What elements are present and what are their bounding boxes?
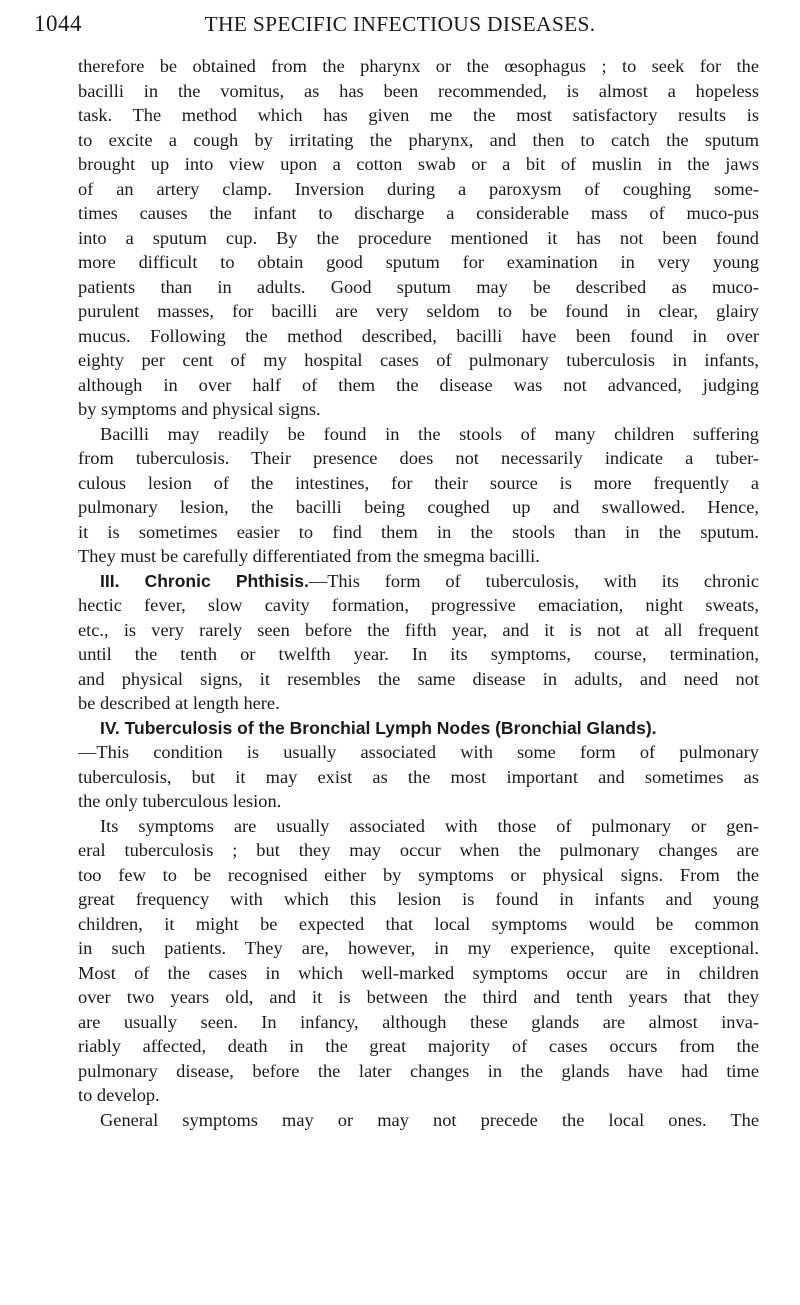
paragraph: [78, 814, 759, 1108]
text-line: eral tuberculosis ; but they may occur when the pulmonary changes are: [78, 840, 759, 860]
text-line: brought up into view upon a cotton swab or a bit of muslin in the jaws: [78, 154, 759, 174]
text-line: eighty per cent of my hospital cases of pulmonary tuberculosis in infants,: [78, 350, 759, 370]
text-line: are usually seen. In infancy, although these glands are almost inva-: [78, 1011, 759, 1032]
text-line: although in over half of them the disease was not advanced, judging: [78, 374, 759, 395]
text-line: and physical signs, it resembles the same disease in adults, and need not: [78, 668, 759, 689]
text-line: patients than in adults. Good sputum may be described as muco-: [78, 276, 759, 297]
running-head: THE SPECIFIC INFECTIOUS DISEASES.: [204, 12, 596, 36]
page-number: 1044: [34, 11, 82, 36]
section-chronic-phthisis: [78, 569, 759, 716]
text-line: in such patients. They are, however, in my experience, quite exceptional.: [78, 938, 759, 958]
text-line: Its symptoms are usually associated with those of pulmonary or gen-: [100, 815, 759, 836]
text-line: be described at length here.: [78, 693, 280, 713]
text-line: task. The method which has given me the most satisfactory results is: [78, 105, 759, 125]
text-line: culous lesion of the intestines, for their source is more frequently a: [78, 472, 759, 493]
text-run: —This form of tuberculosis, with its chronic: [308, 570, 759, 591]
text-line: by symptoms and physical signs.: [78, 399, 321, 419]
text-line: the only tuberculous lesion.: [78, 791, 282, 811]
text-line: to develop.: [78, 1085, 160, 1105]
text-line: tuberculosis, but it may exist as the most important and sometimes as: [78, 766, 759, 787]
text-line: great frequency with which this lesion is found in infants and young: [78, 889, 759, 909]
body-text: [78, 54, 759, 1132]
page-header: [34, 4, 766, 44]
text-line: Bacilli may readily be found in the stools of many children suffering: [100, 423, 759, 444]
text-line: etc., is very rarely seen before the fifth year, and it is not at all frequent: [78, 619, 759, 640]
section-heading: III. Chronic Phthisis.: [100, 570, 309, 591]
text-line: over two years old, and it is between the third and tenth years that they: [78, 987, 759, 1007]
text-line: children, it might be expected that local symptoms would be common: [78, 913, 759, 934]
text-line: until the tenth or twelfth year. In its symptoms, course, termination,: [78, 644, 759, 664]
text-line: it is sometimes easier to find them in the stools than in the sputum.: [78, 521, 759, 542]
text-line: pulmonary disease, before the later changes in the glands have had time: [78, 1060, 759, 1081]
text-line: riably affected, death in the great majority of cases occurs from the: [78, 1036, 759, 1056]
text-line: Most of the cases in which well-marked symptoms occur are in children: [78, 962, 759, 983]
text-line: from tuberculosis. Their presence does not necessarily indicate a tuber-: [78, 448, 759, 468]
text-line: times causes the infant to discharge a considerable mass of muco-pus: [78, 203, 759, 223]
text-line: They must be carefully differentiated from the smegma bacilli.: [78, 546, 540, 566]
paragraph: [78, 422, 759, 569]
text-line: more difficult to obtain good sputum for examination in very young: [78, 252, 759, 272]
text-line: [78, 569, 759, 594]
text-line: to excite a cough by irritating the pharynx, and then to catch the sputum: [78, 129, 759, 150]
text-line: into a sputum cup. By the procedure mentioned it has not been found: [78, 227, 759, 248]
text-line: pulmonary lesion, the bacilli being coughed up and swallowed. Hence,: [78, 497, 759, 517]
text-line: General symptoms may or may not precede the local ones. The: [100, 1109, 759, 1130]
text-line: therefore be obtained from the pharynx or the œsophagus ; to seek for the: [78, 56, 759, 76]
paragraph: [78, 1108, 759, 1133]
text-line: too few to be recognised either by symptoms or physical signs. From the: [78, 864, 759, 885]
text-line: [78, 716, 759, 741]
section-heading: IV. Tuberculosis of the Bronchial Lymph Nodes (Bronchial Glands).: [100, 717, 657, 738]
text-line: of an artery clamp. Inversion during a paroxysm of coughing some-: [78, 178, 759, 199]
text-line: hectic fever, slow cavity formation, progressive emaciation, night sweats,: [78, 595, 759, 615]
text-line: bacilli in the vomitus, as has been recommended, is almost a hopeless: [78, 80, 759, 101]
paragraph: [78, 54, 759, 422]
text-line: mucus. Following the method described, bacilli have been found in over: [78, 325, 759, 346]
text-line: —This condition is usually associated with some form of pulmonary: [78, 742, 759, 762]
section-bronchial-lymph-nodes: [78, 716, 759, 814]
text-line: purulent masses, for bacilli are very seldom to be found in clear, glairy: [78, 301, 759, 321]
